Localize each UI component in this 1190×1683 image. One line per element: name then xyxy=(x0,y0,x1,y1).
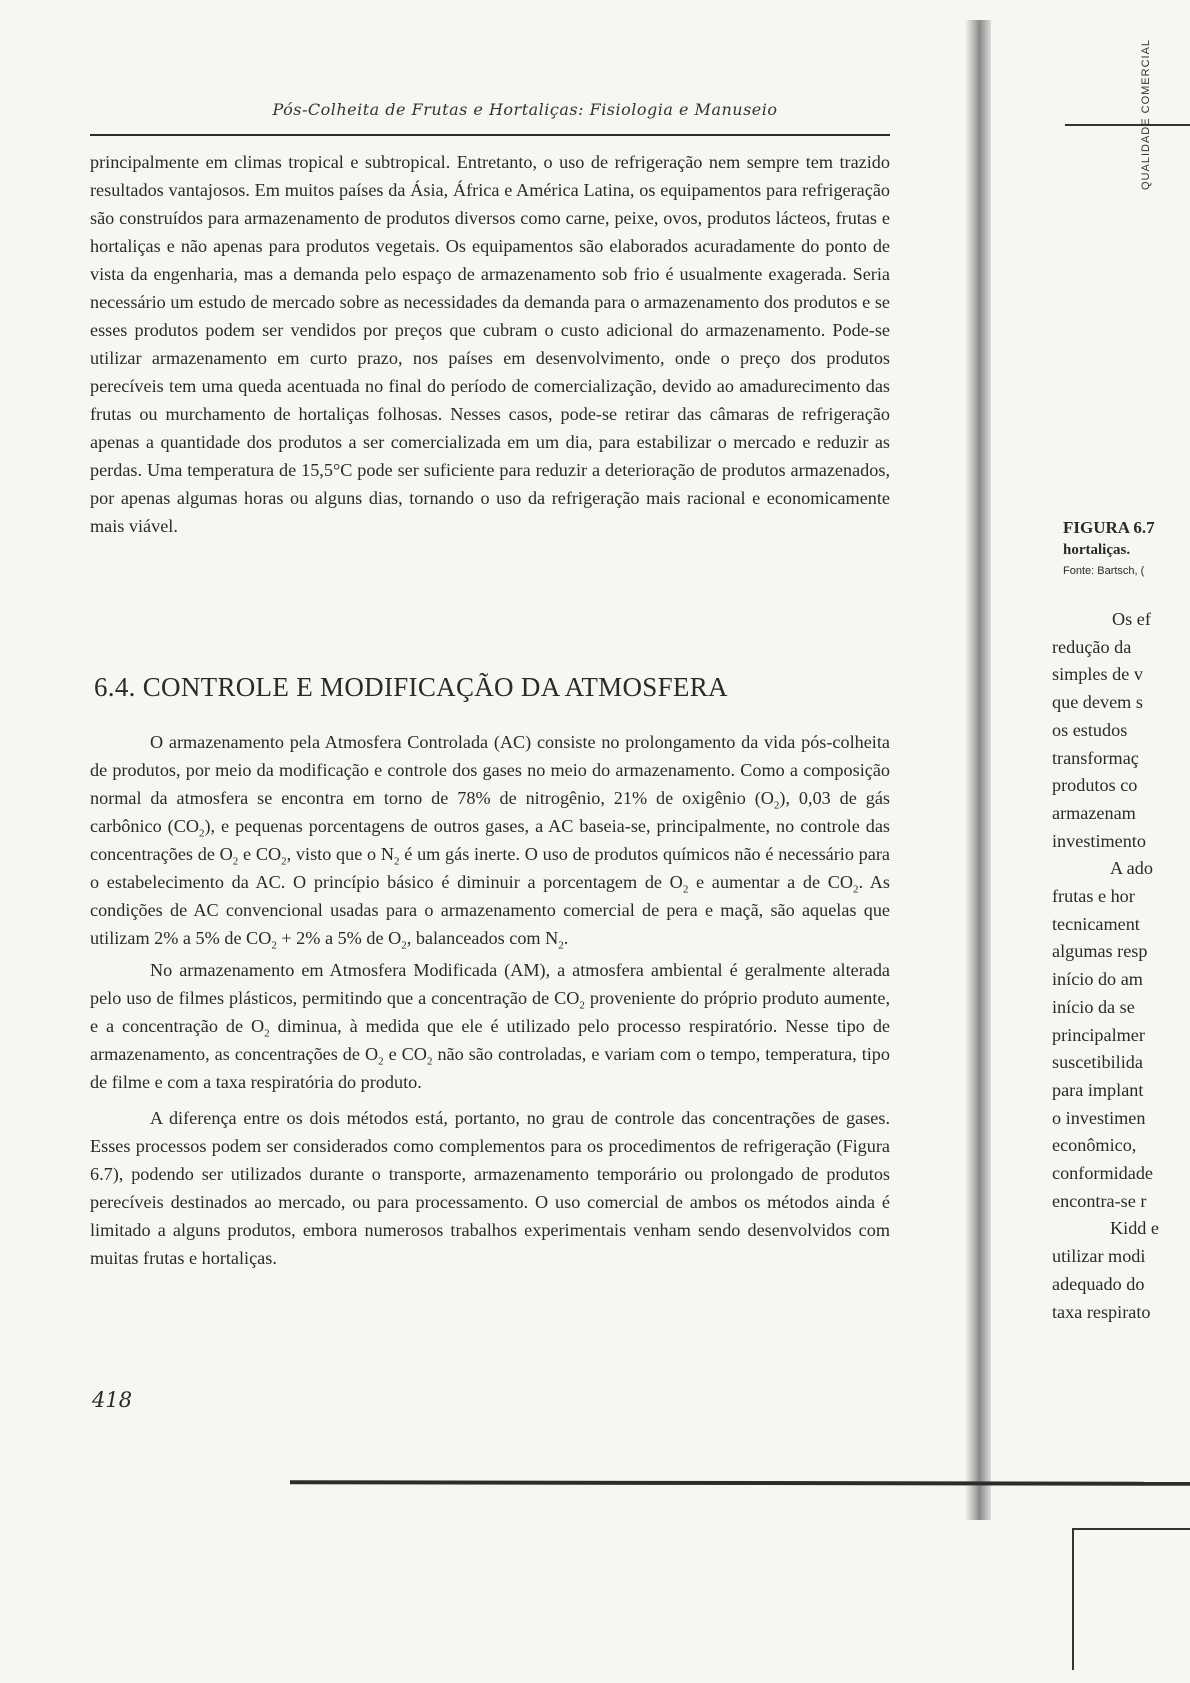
right-line: frutas e hor xyxy=(1052,886,1135,907)
right-line: tecnicament xyxy=(1052,913,1140,934)
section-body xyxy=(90,728,890,1280)
right-line: os estudos xyxy=(1052,719,1128,740)
right-line: A ado xyxy=(1110,858,1153,879)
right-line: principalmer xyxy=(1052,1024,1145,1045)
corner-frame xyxy=(1072,1528,1190,1670)
bottom-rule xyxy=(290,1480,1190,1486)
right-line: taxa respirato xyxy=(1052,1301,1151,1322)
right-line: utilizar modi xyxy=(1052,1246,1146,1267)
right-line: investimento xyxy=(1052,830,1146,851)
figure-label: FIGURA 6.7 xyxy=(1063,518,1155,537)
right-line: início da se xyxy=(1052,996,1135,1017)
paragraph-methods-difference: A diferença entre os dois métodos está, portanto, no grau de controle das concentrações de gases. Esses processos podem ser considerados como complementos para os procedimentos de refrigeração (Figura 6.7), podendo ser utilizados durante o transporte, armazenamento temporário ou prolongado de produtos perecíveis destinados ao mercado, ou para processamento. O uso comercial de ambos os métodos ainda é limitado a alguns produtos, embora numerosos trabalhos experimentais venham sendo desenvolvidos com muitas frutas e hortaliças. xyxy=(90,1108,890,1268)
right-line: início do am xyxy=(1052,969,1143,990)
right-line: transformaç xyxy=(1052,747,1139,768)
header-rule xyxy=(90,134,890,136)
gutter-shadow xyxy=(965,20,991,1520)
right-line: redução da xyxy=(1052,636,1132,657)
right-line: para implant xyxy=(1052,1079,1144,1100)
right-line: encontra-se r xyxy=(1052,1190,1147,1211)
right-line: o investimen xyxy=(1052,1107,1146,1128)
paragraph-controlled-atmosphere: O armazenamento pela Atmosfera Controlada (AC) consiste no prolongamento da vida pós-colheita de produtos, por meio da modificação e controle dos gases no meio do armazenamento. Como a composição normal da atmosfera se encontra em torno de 78% de nitrogênio, 21% de oxigênio $(O_2)$, 0,03 de gás carbônico $(CO_2)$, e pequenas porcentagens de outros gases, a AC baseia-se, principalmente, no controle das concentrações de $O_2$ e $CO_2$, visto que o $N_2$ é um gás inerte. O uso de produtos químicos não é necessário para o estabelecimento da AC. O princípio básico é diminuir a porcentagem de $O_2$ e aumentar a de $CO_2$. As condições de AC convencional usadas para o armazenamento comercial de pera e maçã, são aquelas que utilizam 2% a 5% de $CO_2 + 2\%$ a 5% de $O_2$, balanceados com $N_2$. xyxy=(90,732,890,952)
right-line: Os ef xyxy=(1112,609,1151,629)
vertical-running-header: QUALIDADE COMERCIAL xyxy=(1140,38,1152,190)
intro-paragraph-block xyxy=(90,148,890,540)
paragraph-modified-atmosphere: No armazenamento em Atmosfera Modificada (AM), a atmosfera ambiental é geralmente alterada pelo uso de filmes plásticos, permitindo que a concentração de $CO_2$ proveniente do próprio produto aumente, e a concentração de $O_2$ diminua, à medida que ele é utilizado pelo processo respiratório. Nesse tipo de armazenamento, as concentrações de $O_2$ e $CO_2$ não são controladas, e variam com o tempo, temperatura, tipo de filme e com a taxa respiratória do produto. xyxy=(90,960,890,1092)
figure-source: Fonte: Bartsch, ( xyxy=(1063,565,1145,577)
running-header: Pós-Colheita de Frutas e Hortaliças: Fisiologia e Manuseio xyxy=(272,100,778,119)
section-heading: 6.4. CONTROLE E MODIFICAÇÃO DA ATMOSFERA xyxy=(94,672,728,702)
page-number: 418 xyxy=(92,1388,133,1412)
figure-description: hortaliças. xyxy=(1063,542,1131,558)
right-line: adequado do xyxy=(1052,1273,1145,1294)
right-line: simples de v xyxy=(1052,664,1143,685)
right-line: produtos co xyxy=(1052,775,1138,796)
right-line: algumas resp xyxy=(1052,941,1148,962)
right-line: armazenam xyxy=(1052,802,1136,823)
right-line: Kidd e xyxy=(1110,1218,1159,1239)
right-line: suscetibilida xyxy=(1052,1052,1143,1073)
right-page-header-rule xyxy=(1065,124,1190,126)
right-line: econômico, xyxy=(1052,1135,1137,1156)
right-line: que devem s xyxy=(1052,692,1143,713)
intro-paragraph: principalmente em climas tropical e subtropical. Entretanto, o uso de refrigeração nem sempre tem trazido resultados vantajosos. Em muitos países da Ásia, África e América Latina, os equipamentos para refrigeração são construídos para armazenamento de produtos diversos como carne, peixe, ovos, produtos lácteos, frutas e hortaliças e não apenas para produtos vegetais. Os equipamentos são elaborados acuradamente do ponto de vista da engenharia, mas a demanda pelo espaço de armazenamento sob frio é usualmente exagerada. Seria necessário um estudo de mercado sobre as necessidades da demanda para o armazenamento dos produtos e se esses produtos podem ser vendidos por preços que cubram o custo adicional do armazenamento. Pode-se utilizar armazenamento em curto prazo, nos países em desenvolvimento, onde o preço dos produtos perecíveis tem uma queda acentuada no final do período de comercialização, devido ao amadurecimento das frutas ou murchamento de hortaliças folhosas. Nesses casos, pode-se retirar das câmaras de refrigeração apenas a quantidade dos produtos a ser comercializada em um dia, para estabilizar o mercado e reduzir as perdas. Uma temperatura de 15,5°C pode ser suficiente para reduzir a deterioração de produtos armazenados, por apenas algumas horas ou alguns dias, tornando o uso da refrigeração mais racional e economicamente mais viável. xyxy=(90,152,890,536)
figure-caption xyxy=(1063,518,1190,577)
right-page-text xyxy=(1052,606,1190,1326)
right-line: conformidade xyxy=(1052,1163,1153,1184)
